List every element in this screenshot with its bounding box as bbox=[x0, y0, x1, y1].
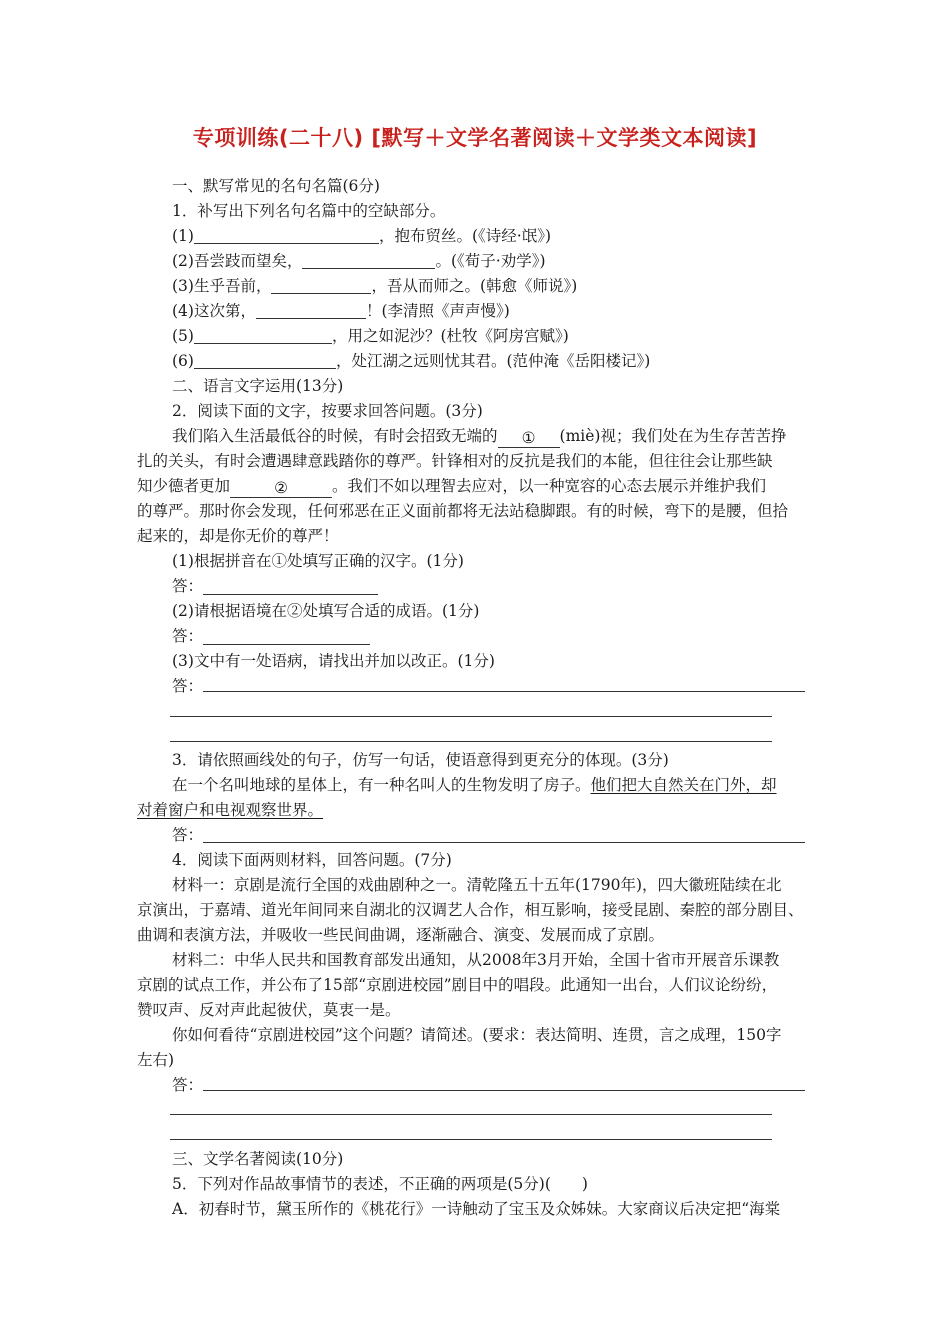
passage-line bbox=[172, 426, 786, 448]
answer-label: 答： bbox=[172, 826, 204, 844]
item-text: ，处江湖之远则忧其君。(范仲淹《岳阳楼记》) bbox=[335, 352, 651, 370]
blank-marker-1[interactable]: ① bbox=[498, 429, 560, 448]
item-number: (5) bbox=[172, 327, 194, 345]
question-4-ask: 左右) bbox=[137, 1051, 175, 1069]
item-text: ！(李清照《声声慢》) bbox=[365, 302, 510, 320]
passage-text: 在一个名叫地球的星体上，有一种名叫人的生物发明了房子。 bbox=[172, 776, 591, 794]
fill-blank[interactable] bbox=[194, 352, 336, 369]
item-prefix: 吾尝跂而望矣， bbox=[193, 252, 303, 270]
passage-text: 知少德者更加 bbox=[137, 477, 231, 495]
fill-item-1 bbox=[172, 226, 551, 246]
answer-line[interactable] bbox=[203, 842, 805, 843]
sub-question-1: (1)根据拼音在①处填写正确的汉字。(1分) bbox=[172, 552, 464, 570]
item-text: ，抱布贸丝。(《诗经·氓》) bbox=[378, 227, 551, 245]
answer-line[interactable] bbox=[170, 716, 772, 717]
material-1-line: 曲调和表演方法，并吸收一些民间曲调，逐渐融合、演变、发展而成了京剧。 bbox=[137, 926, 665, 944]
item-number: (3) bbox=[172, 277, 194, 295]
fill-item-5 bbox=[172, 326, 569, 346]
question-4-prompt: 4．阅读下面两则材料，回答问题。(7分) bbox=[172, 851, 452, 869]
fill-blank[interactable] bbox=[271, 277, 371, 294]
answer-label: 答： bbox=[172, 627, 204, 645]
section-heading-2: 二、语言文字运用(13分) bbox=[172, 377, 344, 395]
fill-blank[interactable] bbox=[256, 302, 366, 319]
fill-blank[interactable] bbox=[194, 227, 379, 244]
answer-label: 答： bbox=[172, 677, 204, 695]
section-heading-3: 三、文学名著阅读(10分) bbox=[172, 1150, 344, 1168]
passage-line: 的尊严。那时你会发现，任何邪恶在正义面前都将无法站稳脚跟。有的时候，弯下的是腰，但拾 bbox=[137, 502, 789, 520]
item-number: (6) bbox=[172, 352, 194, 370]
passage-text: 我们陷入生活最低谷的时候，有时会招致无端的 bbox=[172, 427, 498, 445]
fill-item-6 bbox=[172, 351, 650, 371]
material-2-line: 材料二：中华人民共和国教育部发出通知，从2008年3月开始，全国十省市开展音乐课教 bbox=[172, 951, 780, 969]
page-title: 专项训练(二十八) [默写＋文学名著阅读＋文学类文本阅读] bbox=[192, 126, 758, 150]
answer-line[interactable] bbox=[203, 644, 370, 645]
passage-line bbox=[172, 775, 777, 795]
question-3-prompt: 3．请依照画线处的句子，仿写一句话，使语意得到更充分的体现。(3分) bbox=[172, 751, 669, 769]
passage-line bbox=[137, 476, 766, 498]
fill-blank[interactable] bbox=[302, 252, 435, 269]
passage-text: (miè)视；我们处在为生存苦苦挣 bbox=[559, 427, 787, 445]
answer-label: 答： bbox=[172, 577, 204, 595]
item-prefix: 这次第， bbox=[193, 302, 256, 320]
underlined-sentence: 对着窗户和电视观察世界。 bbox=[137, 801, 324, 819]
material-2-line: 京剧的试点工作，并公布了15部“京剧进校园”剧目中的唱段。此通知一出台，人们议论纷纷， bbox=[137, 976, 778, 994]
item-text: ，用之如泥沙？(杜牧《阿房宫赋》) bbox=[331, 327, 569, 345]
fill-item-3 bbox=[172, 276, 577, 296]
sub-question-2: (2)请根据语境在②处填写合适的成语。(1分) bbox=[172, 602, 480, 620]
passage-line: 起来的，却是你无价的尊严！ bbox=[137, 527, 339, 545]
fill-item-4 bbox=[172, 301, 510, 321]
answer-line[interactable] bbox=[203, 594, 378, 595]
item-prefix: 生乎吾前， bbox=[193, 277, 272, 295]
item-number: (2) bbox=[172, 252, 194, 270]
item-text: 。(《荀子·劝学》) bbox=[435, 252, 546, 270]
answer-line[interactable] bbox=[203, 1090, 805, 1091]
item-number: (1) bbox=[172, 227, 194, 245]
material-1-line: 材料一：京剧是流行全国的戏曲剧种之一。清乾隆五十五年(1790年)，四大徽班陆续在北 bbox=[172, 876, 782, 894]
answer-line[interactable] bbox=[170, 1114, 772, 1115]
answer-label: 答： bbox=[172, 1076, 204, 1094]
underlined-sentence: 他们把大自然关在门外，却 bbox=[590, 776, 777, 794]
answer-line[interactable] bbox=[170, 1139, 772, 1140]
answer-line[interactable] bbox=[203, 691, 805, 692]
answer-line[interactable] bbox=[170, 741, 772, 742]
passage-text: 。我们不如以理智去应对，以一种宽容的心态去展示并维护我们 bbox=[332, 477, 767, 495]
question-5-prompt: 5．下列对作品故事情节的表述，不正确的两项是(5分)( ) bbox=[172, 1175, 588, 1193]
material-2-line: 赞叹声、反对声此起彼伏，莫衷一是。 bbox=[137, 1001, 401, 1019]
item-text: ，吾从而师之。(韩愈《师说》) bbox=[371, 277, 578, 295]
item-number: (4) bbox=[172, 302, 194, 320]
fill-blank[interactable] bbox=[194, 327, 332, 344]
blank-marker-2[interactable]: ② bbox=[230, 479, 332, 498]
question-4-ask: 你如何看待“京剧进校园”这个问题？请简述。(要求：表达简明、连贯，言之成理，150字 bbox=[172, 1026, 782, 1044]
material-1-line: 京演出，于嘉靖、道光年间同来自湖北的汉调艺人合作，相互影响，接受昆剧、秦腔的部分剧目、 bbox=[137, 901, 804, 919]
question-2-prompt: 2．阅读下面的文字，按要求回答问题。(3分) bbox=[172, 402, 483, 420]
section-heading-1: 一、默写常见的名句名篇(6分) bbox=[172, 177, 380, 195]
option-a: A．初春时节，黛玉所作的《桃花行》一诗触动了宝玉及众姊妹。大家商议后决定把“海棠 bbox=[172, 1200, 781, 1218]
question-1-prompt: 1．补写出下列名句名篇中的空缺部分。 bbox=[172, 202, 446, 220]
fill-item-2 bbox=[172, 251, 546, 271]
passage-line: 扎的关头，有时会遭遇肆意践踏你的尊严。针锋相对的反抗是我们的本能，但往往会让那些缺 bbox=[137, 452, 773, 470]
sub-question-3: (3)文中有一处语病，请找出并加以改正。(1分) bbox=[172, 652, 495, 670]
